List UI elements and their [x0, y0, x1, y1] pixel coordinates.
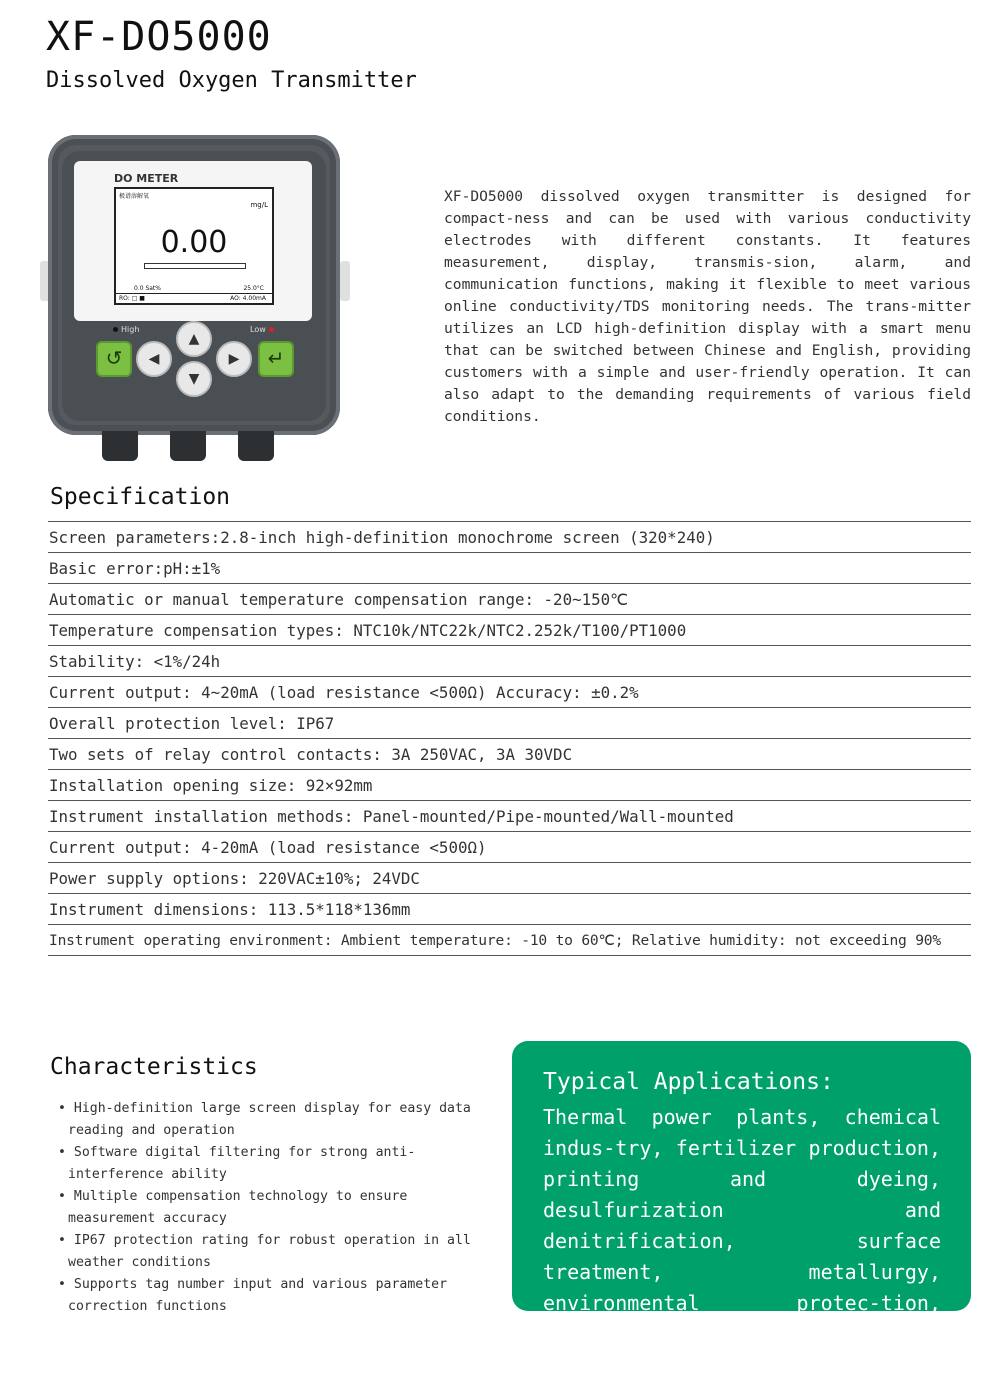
enter-button: [258, 341, 294, 377]
product-subtitle: Dissolved Oxygen Transmitter: [46, 68, 417, 93]
applications-title: Typical Applications:: [543, 1069, 834, 1095]
lcd-bargraph: [144, 263, 246, 269]
arrow-right-icon: ▶: [228, 351, 240, 367]
list-item: • Supports tag number input and various parameter correction functions: [50, 1274, 500, 1318]
spec-row: [48, 708, 971, 739]
device-brand: DO METER: [114, 172, 179, 185]
specification-heading: Specification: [50, 484, 231, 510]
spec-row: [48, 646, 971, 677]
spec-row: [48, 801, 971, 832]
right-button: [216, 341, 252, 377]
spec-row: [48, 739, 971, 770]
spec-row: [48, 553, 971, 584]
spec-text: Two sets of relay control contacts: 3A 250VAC, 3A 30VDC: [49, 745, 573, 764]
lcd-saturation: 0.0 Sat%: [134, 285, 161, 292]
list-item: • Software digital filtering for strong anti-interference ability: [50, 1142, 500, 1186]
led-high-label: High: [121, 325, 140, 334]
spec-text: Basic error:pH:±1%: [49, 559, 221, 578]
spec-text: Current output: 4-20mA (load resistance <500Ω): [49, 838, 487, 857]
characteristics-list: [50, 1098, 500, 1318]
spec-text: Instrument dimensions: 113.5*118*136mm: [49, 900, 411, 919]
applications-box: [512, 1041, 971, 1377]
device-side-mount: [340, 261, 350, 301]
spec-row: [48, 770, 971, 801]
spec-row: [48, 832, 971, 863]
spec-text: Installation opening size: 92×92mm: [49, 776, 373, 795]
lcd-analog-output: AO: 4.00mA: [230, 295, 266, 302]
characteristics-heading: Characteristics: [50, 1054, 258, 1080]
arrow-down-icon: ▼: [188, 371, 200, 387]
enter-icon: ↵: [267, 346, 285, 370]
spec-text: Stability: <1%/24h: [49, 652, 221, 671]
spec-text: Screen parameters:2.8-inch high-definition monochrome screen (320*240): [49, 528, 715, 547]
cable-gland: [238, 431, 274, 461]
list-item: • High-definition large screen display for easy data reading and operation: [50, 1098, 500, 1142]
spec-text: Temperature compensation types: NTC10k/NTC22k/NTC2.252k/T100/PT1000: [49, 621, 687, 640]
lcd-temperature: 25.0°C: [243, 285, 264, 292]
lcd-relay-status: RO: □ ■: [119, 295, 145, 302]
lcd-divider: [116, 293, 272, 294]
lcd-reading: 0.00: [160, 225, 228, 260]
list-item: • Multiple compensation technology to ensure measurement accuracy: [50, 1186, 500, 1230]
arrow-up-icon: ▲: [188, 331, 200, 347]
cable-gland: [102, 431, 138, 461]
back-button: [96, 341, 132, 377]
spec-row: [48, 863, 971, 894]
cable-gland: [170, 431, 206, 461]
spec-text: Power supply options: 220VAC±10%; 24VDC: [49, 869, 420, 888]
spec-row: [48, 894, 971, 925]
applications-text: Thermal power plants, chemical indus-try, fertilizer production, printing and dyeing, desulfurization and denitrification, surface treatment, metallurgy, environmental protec-tion, pharmaceuticals, biochemistry, food, tap water: [543, 1105, 941, 1377]
product-model: XF-DO5000: [46, 14, 272, 60]
product-image: [40, 135, 350, 470]
lcd-mode-label: 极谱溶解氧: [119, 193, 150, 200]
product-description: XF-DO5000 dissolved oxygen transmitter is designed for compact-ness and can be used with various conductivity electrodes with different constants. It features measurement, display, transmis-sion, alarm, and communication functions, making it flexible to meet various online conductivity/TDS monitoring needs. The trans-mitter utilizes an LCD high-definition display with a smart menu that can be switched between Chinese and English, providing customers with a simple and user-friendly operation. It can also adapt to the demanding requirements of various field conditions.: [444, 188, 971, 425]
led-low-indicator: [269, 327, 274, 332]
spec-text: Automatic or manual temperature compensation range: -20~150℃: [49, 590, 628, 609]
back-icon: ↺: [105, 346, 123, 370]
spec-row: [48, 522, 971, 553]
up-button: [176, 321, 212, 357]
led-high-indicator: [113, 327, 118, 332]
list-item: • IP67 protection rating for robust operation in all weather conditions: [50, 1230, 500, 1274]
left-button: [136, 341, 172, 377]
down-button: [176, 361, 212, 397]
spec-text: Instrument installation methods: Panel-mounted/Pipe-mounted/Wall-mounted: [49, 807, 734, 826]
led-high: [110, 325, 139, 334]
spec-row: [48, 925, 971, 956]
arrow-left-icon: ◀: [148, 351, 160, 367]
led-low: [250, 325, 277, 334]
led-low-label: Low: [250, 325, 266, 334]
lcd-unit: mg/L: [250, 201, 268, 209]
spec-row: [48, 615, 971, 646]
spec-text: Current output: 4~20mA (load resistance <500Ω) Accuracy: ±0.2%: [49, 683, 639, 702]
spec-row: [48, 677, 971, 708]
device-lcd: [114, 187, 274, 305]
spec-text: Overall protection level: IP67: [49, 714, 335, 733]
spec-text: Instrument operating environment: Ambient temperature: -10 to 60℃; Relative humidity: not exceeding 90%: [49, 932, 941, 949]
spec-row: [48, 584, 971, 615]
